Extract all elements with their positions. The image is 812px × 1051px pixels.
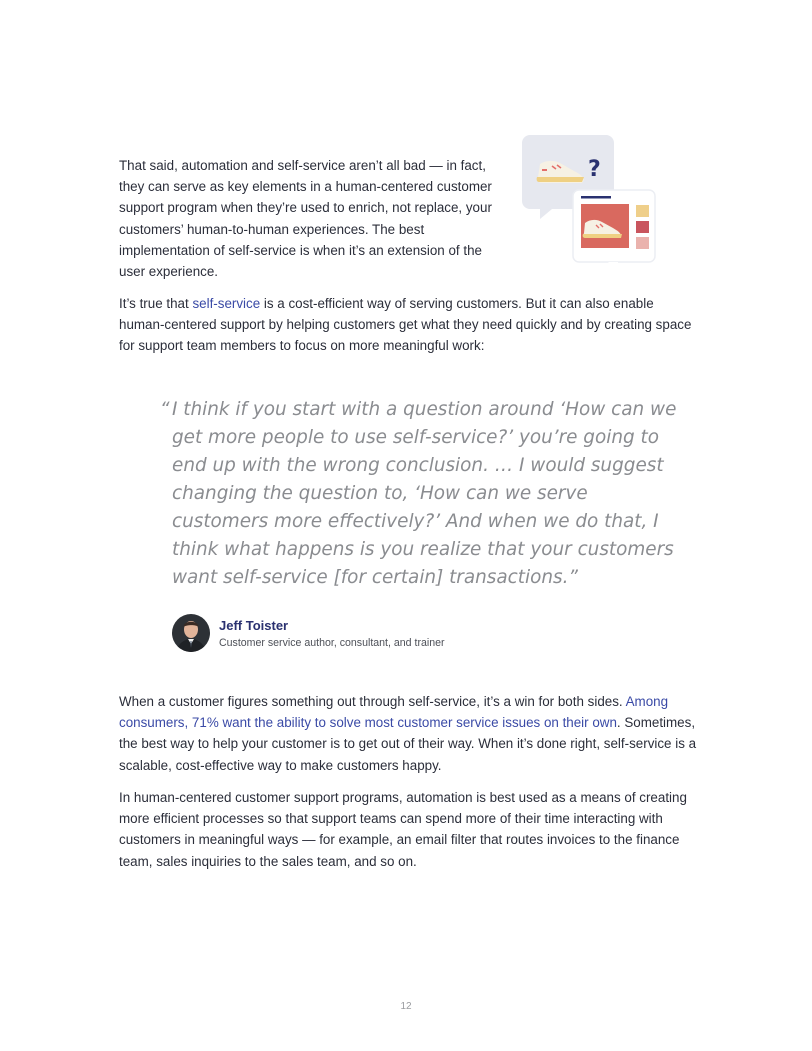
self-service-link[interactable]: self-service — [192, 296, 261, 311]
author-name: Jeff Toister — [219, 618, 289, 633]
win-paragraph: When a customer figures something out through self-service, it’s a win for both sides. Among consumers, 71% want the ability to solve most customer service issues on their own. Sometimes, the best way to help your customer is to get out of their way. When it’s done right, self-service is a scalable, cost-effective way to make customers happy. — [119, 694, 697, 773]
quote-open-mark: “ — [160, 399, 170, 420]
consumer-stat-link[interactable]: Among consumers, 71% want the ability to solve most customer service issues on their own — [119, 694, 669, 731]
avatar — [172, 614, 210, 652]
efficiency-paragraph: It’s true that self-service is a cost-efficient way of serving customers. But it can also enable human-centered support by helping customers get what they need quickly and by creating space for support team members to focus on more meaningful work: — [119, 296, 692, 354]
quote-attribution — [172, 614, 572, 654]
quote-text: I think if you start with a question around ‘How can we get more people to use self-service?’ you’re going to end up with the wrong conclusion. … I would suggest changing the question to, ‘How can we serve customers more effectively?’ And when we do that, I think what happens is you realize that your customers want self-service [for certain] transactions.” — [172, 399, 677, 588]
author-title: Customer service author, consultant, and trainer — [219, 637, 445, 649]
question-mark-glyph: ? — [588, 157, 601, 182]
pull-quote — [160, 396, 680, 592]
intro-paragraph: That said, automation and self-service aren’t all bad — in fact, they can serve as key elements in a human-centered customer support program when they’re used to enrich, not replace, your customers’ human-to-human experiences. The best implementation of self-service is when it’s an extension of the user experience. — [119, 158, 492, 280]
page-number: 12 — [400, 1001, 412, 1012]
automation-paragraph: In human-centered customer support programs, automation is best used as a means of creating more efficient processes so that support teams can spend more of their time interacting with customers in meaningful ways — for example, an email filter that routes invoices to the finance team, sales inquiries to the sales team, and so on. — [119, 790, 687, 869]
shoe-question-illustration — [518, 130, 663, 275]
